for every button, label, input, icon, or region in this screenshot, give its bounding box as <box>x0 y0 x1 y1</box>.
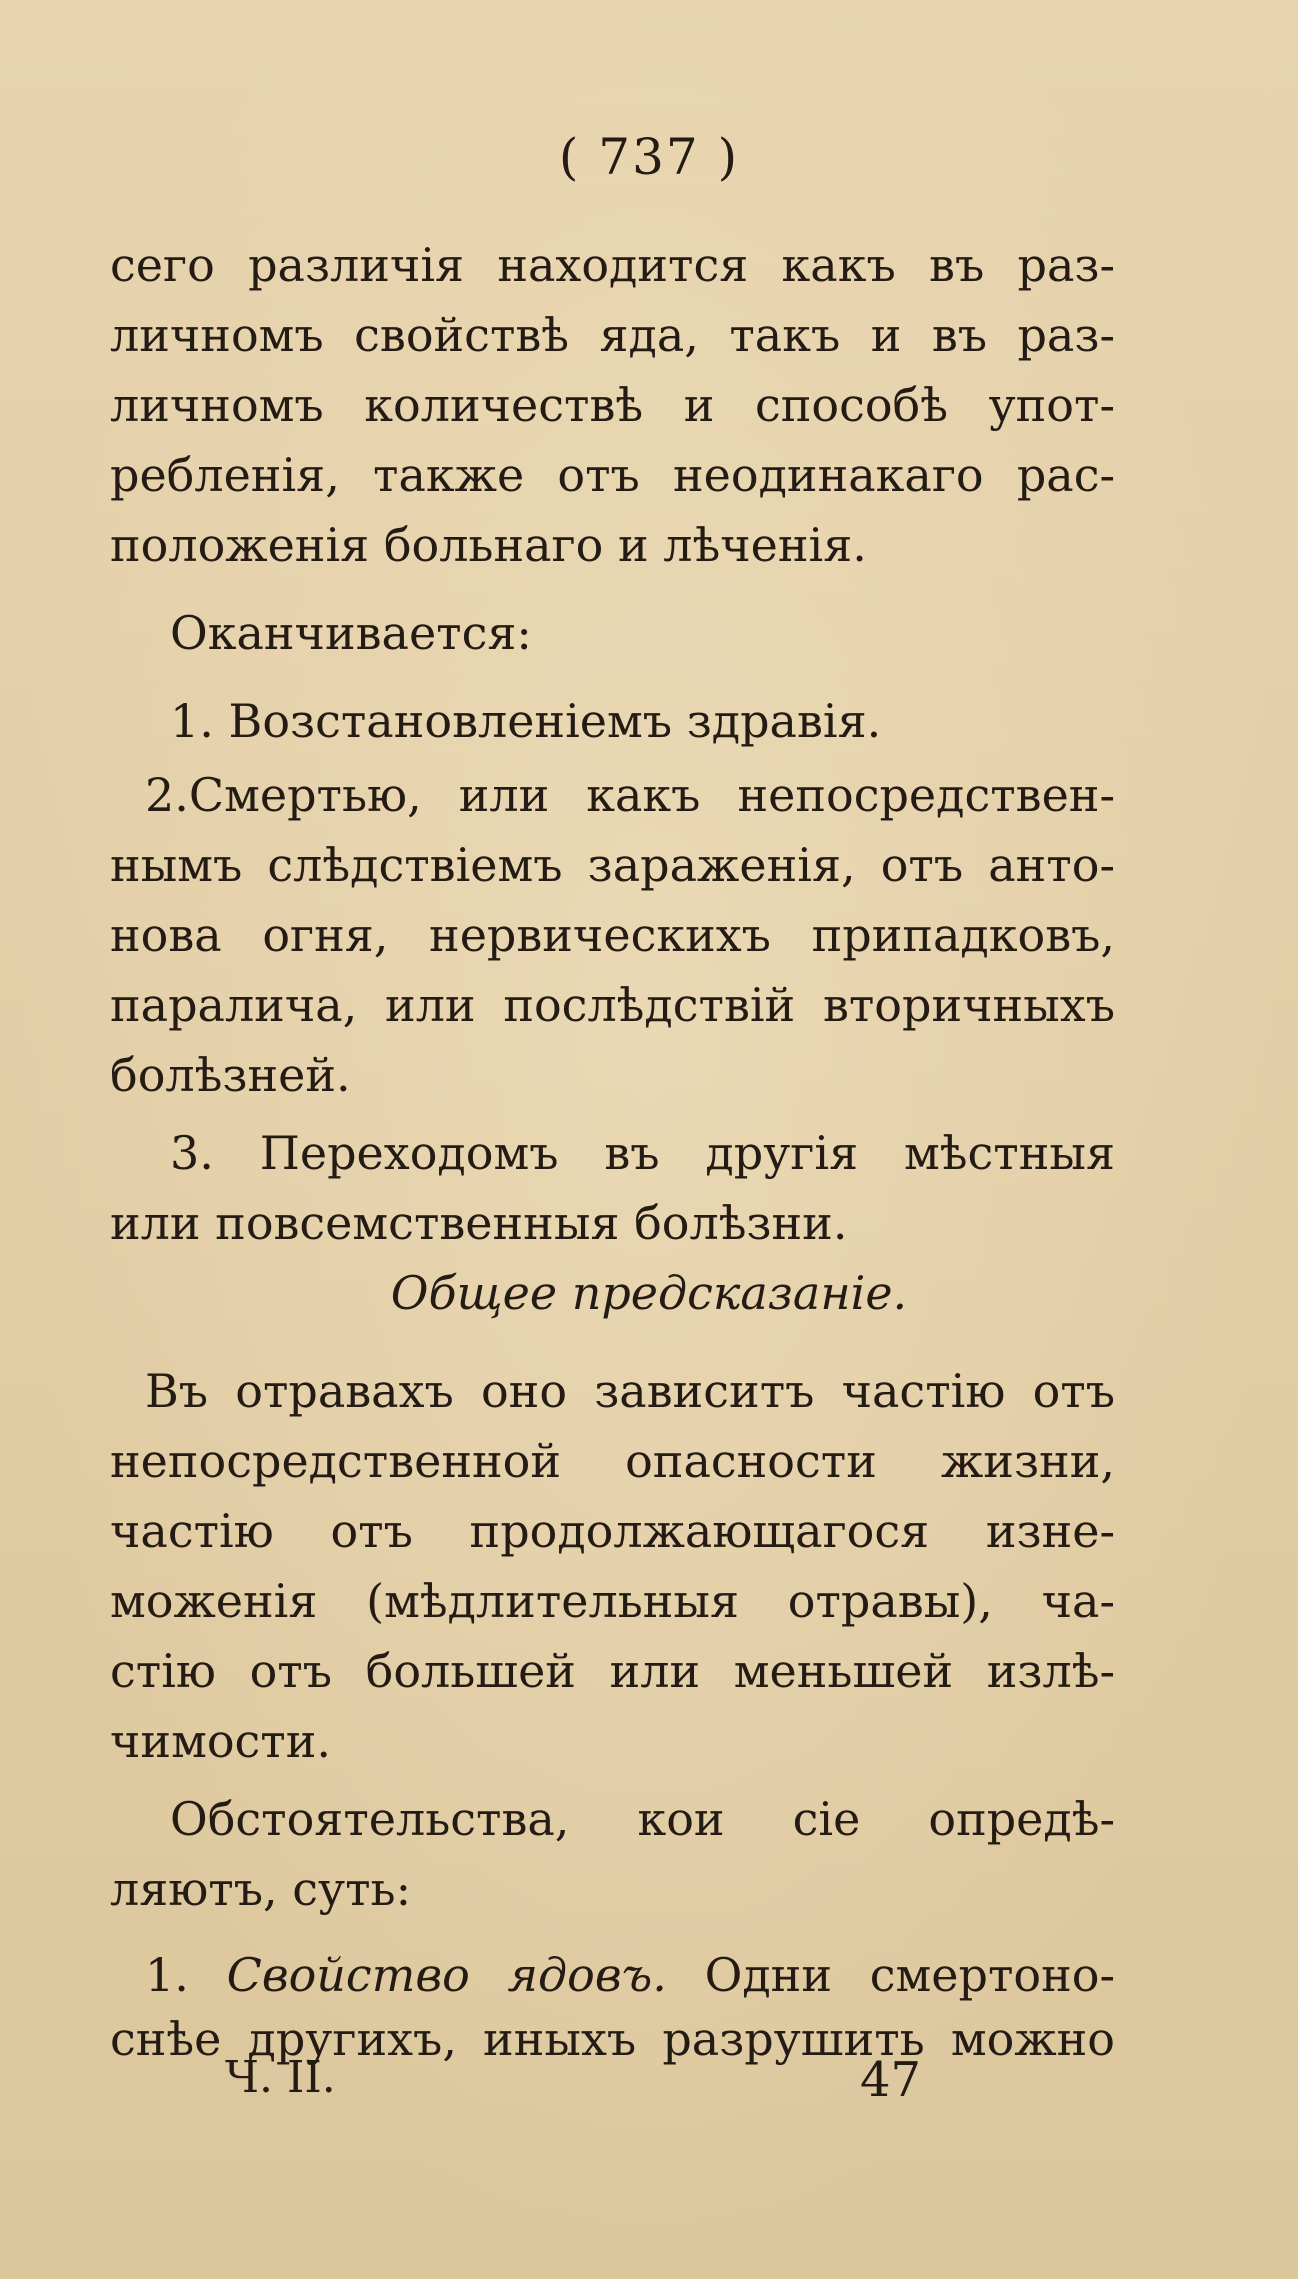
text-line: или повсемственныя болѣзни. <box>110 1196 848 1250</box>
list-item: 1. Возстановленіемъ здравія. <box>170 694 882 748</box>
text-line: стію отъ большей или меньшей излѣ- <box>110 1644 1115 1698</box>
text-line: положенія больнаго и лѣченія. <box>110 518 867 572</box>
item-title: Свойство ядовъ. <box>226 1948 667 2002</box>
text-line: болѣзней. <box>110 1048 351 1102</box>
text-line: моженія (мѣдлительныя отравы), ча- <box>110 1574 1115 1628</box>
text-line: чимости. <box>110 1714 332 1768</box>
item-number: 1. <box>145 1948 189 2002</box>
text-line: 2.Смертью, или какъ непосредствен- <box>145 768 1115 822</box>
text-line: частію отъ продолжающагося изне- <box>110 1504 1115 1558</box>
signature-mark: Ч. II. <box>225 2052 336 2103</box>
text-line: снѣе другихъ, иныхъ разрушить можно <box>110 2012 1115 2066</box>
text-line: нова огня, нервическихъ припадковъ, <box>110 908 1115 962</box>
text-line: личномъ свойствѣ яда, такъ и въ раз- <box>110 308 1115 362</box>
text-line: паралича, или послѣдствій вторичныхъ <box>110 978 1115 1032</box>
section-title: Общее предсказаніе. <box>390 1266 908 1320</box>
page-header: ( 737 ) <box>558 128 740 186</box>
text-line: Въ отравахъ оно зависитъ частію отъ <box>145 1364 1115 1418</box>
text-line: нымъ слѣдствіемъ зараженія, отъ анто- <box>110 838 1115 892</box>
section-heading: Оканчивается: <box>170 606 532 660</box>
list-item <box>145 1940 1115 2010</box>
text-line: Обстоятельства, кои сіе опредѣ- <box>170 1792 1115 1846</box>
text-line: личномъ количествѣ и способѣ упот- <box>110 378 1115 432</box>
text-line: 3. Переходомъ въ другія мѣстныя <box>170 1126 1115 1180</box>
text-line: сего различія находится какъ въ раз- <box>110 238 1115 292</box>
page-number: 47 <box>860 2052 922 2108</box>
item-text: Одни смертоно- <box>704 1948 1115 2002</box>
text-line: ребленія, также отъ неодинакаго рас- <box>110 448 1115 502</box>
text-line: ляютъ, суть: <box>110 1862 412 1916</box>
text-line: непосредственной опасности жизни, <box>110 1434 1115 1488</box>
